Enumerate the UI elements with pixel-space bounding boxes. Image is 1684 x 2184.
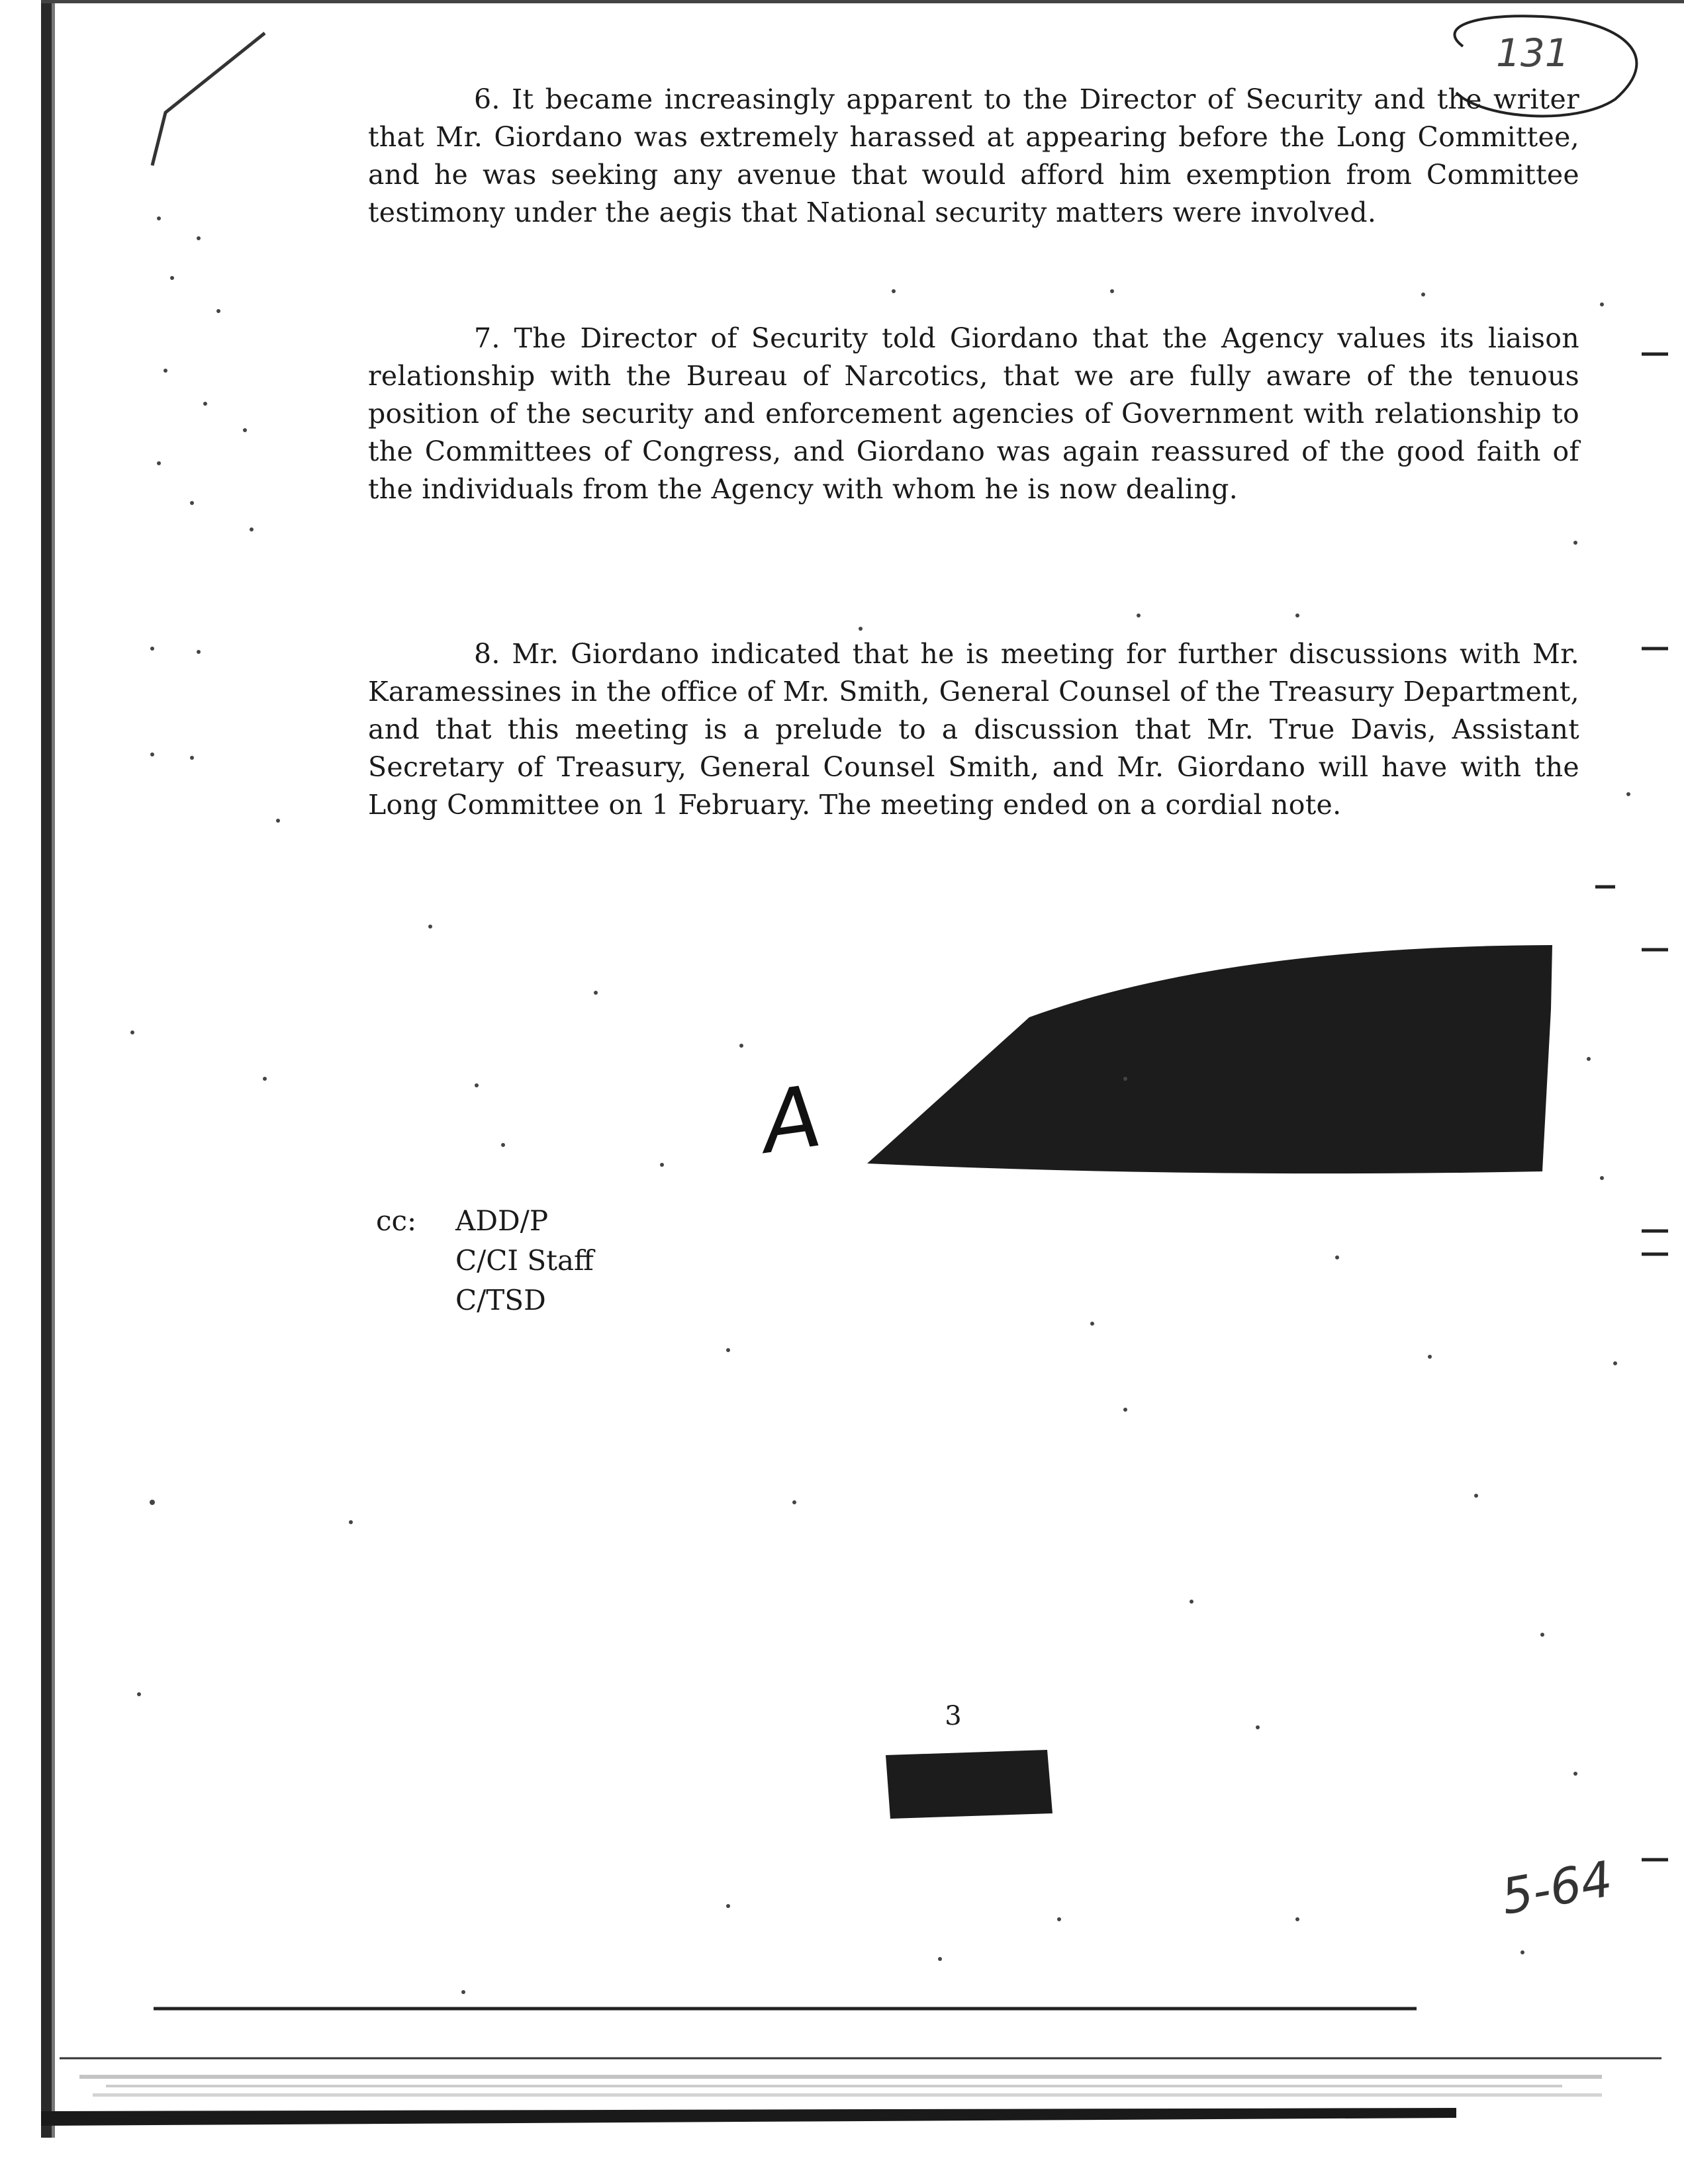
paragraph-7: 7. The Director of Security told Giordano that the Agency values its liaison relationship with the Bureau of Narcotics, that we are fully aware of the tenuous position of the security and enforcement agencies of Government with relationship to the Committees of Congress, and Giordano was again reassured of the good faith of the individuals from the Agency with whom he is now dealing. [368,322,1579,505]
left-binding-edge [41,0,52,2138]
paragraph-6: 6. It became increasingly apparent to the Director of Security and the writer that Mr. Giordano was extremely harassed at appearing before the Long Committee, and he was seeking any avenue that would afford him exemption from Committee testimony under the aegis that National security matters were involved. [368,83,1579,228]
svg-text:131: 131 [1496,30,1569,75]
scan-noise-band [79,2075,1602,2097]
paragraph-8: 8. Mr. Giordano indicated that he is meeting for further discussions with Mr. Karamessines in the office of Mr. Smith, General Counsel of the Treasury Department, and that this meeting is a prelude to a discussion that Mr. True Davis, Assistant Secretary of Treasury, General Counsel Smith, and Mr. Giordano will have with the Long Committee on 1 February. The meeting ended on a cordial note. [368,638,1579,821]
redaction-block-small [886,1750,1052,1819]
page-number: 3 [945,1701,962,1731]
cc-recipient: C/CI Staff [455,1244,594,1277]
redaction-block-large [867,945,1552,1173]
cc-label: cc: [376,1205,417,1237]
right-margin-ticks [1595,354,1668,1860]
corner-pencil-stroke [152,33,265,165]
top-edge-rule [41,0,1684,3]
bottom-binding-edge [41,2108,1456,2126]
cc-recipient-list [455,1201,594,1320]
handwritten-letter: A [756,1067,827,1173]
cc-recipient: ADD/P [455,1205,549,1237]
handwritten-page-mark: 5-64 [1497,1850,1617,1926]
cc-recipient: C/TSD [455,1284,546,1316]
